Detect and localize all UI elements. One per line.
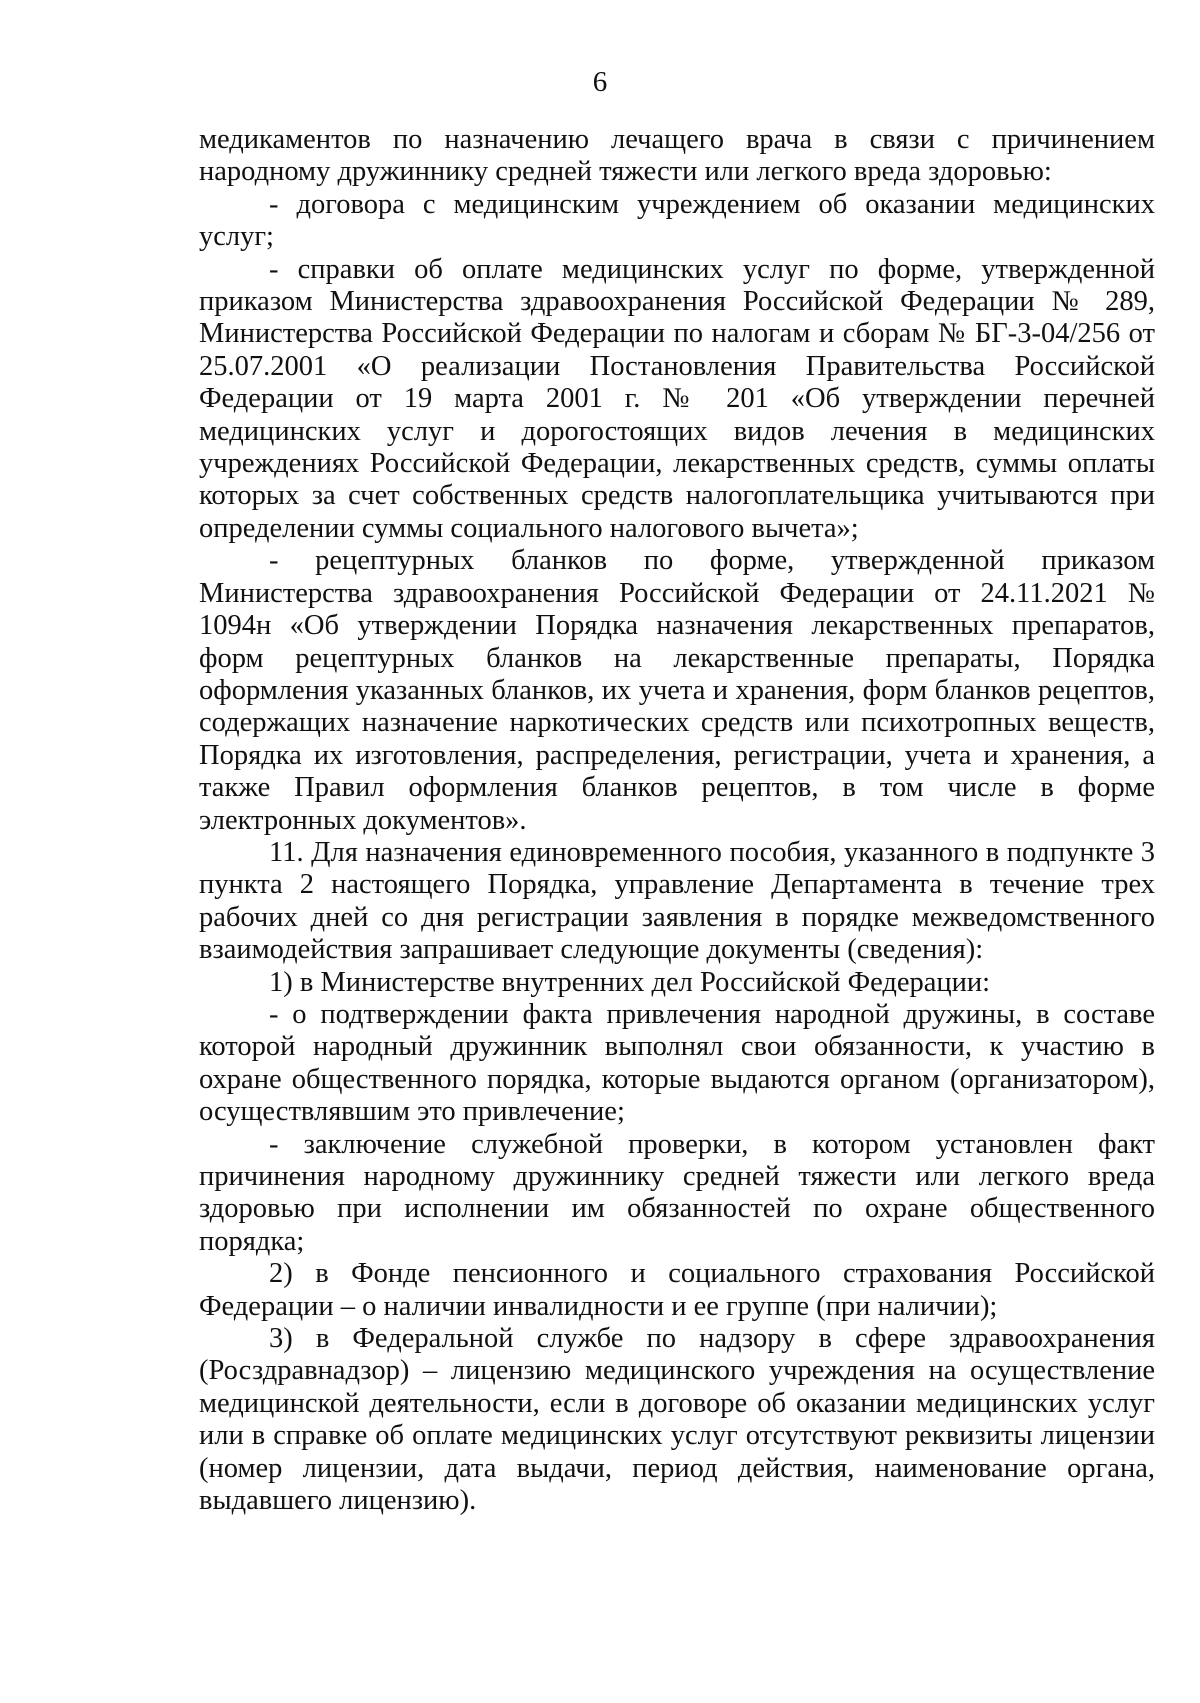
paragraph: медикаментов по назначению лечащего врача в связи с причинением народному дружиннику средней тяжести или легкого вреда здоровью: <box>199 124 1155 188</box>
paragraph: 11. Для назначения единовременного пособия, указанного в подпункте 3 пункта 2 настоящего Порядка, управление Департамента в течение трех рабочих дней со дня регистрации заявления в порядке межведомственного взаимодействия запрашивает следующие документы (сведения): <box>199 836 1155 966</box>
paragraph: 3) в Федеральной службе по надзору в сфере здравоохранения (Росздравнадзор) – лицензию медицинского учреждения на осуществление медицинской деятельности, если в договоре об оказании медицинских услуг или в справке об оплате медицинских услуг отсутствуют реквизиты лицензии (номер лицензии, дата выдачи, период действия, наименование органа, выдавшего лицензию). <box>199 1323 1155 1517</box>
paragraph: 1) в Министерстве внутренних дел Российской Федерации: <box>269 966 991 998</box>
document-body <box>199 124 1155 1517</box>
paragraph: - рецептурных бланков по форме, утвержденной приказом Министерства здравоохранения Российской Федерации от 24.11.2021 № 1094н «Об утверждении Порядка назначения лекарственных препаратов, форм рецептурных бланков на лекарственные препараты, Порядка оформления указанных бланков, их учета и хранения, форм бланков рецептов, содержащих назначение наркотических средств или психотропных веществ, Порядка их изготовления, распределения, регистрации, учета и хранения, а также Правил оформления бланков рецептов, в том числе в форме электронных документов». <box>199 545 1155 836</box>
paragraph: 2) в Фонде пенсионного и социального страхования Российской Федерации – о наличии инвалидности и ее группе (при наличии); <box>199 1258 1155 1322</box>
paragraph: - договора с медицинским учреждением об оказании медицинских услуг; <box>199 188 1155 253</box>
paragraph: - заключение служебной проверки, в котором установлен факт причинения народному дружиннику средней тяжести или легкого вреда здоровью при исполнении им обязанностей по охране общественного порядка; <box>199 1128 1155 1257</box>
page-number: 6 <box>592 66 608 98</box>
paragraph: - о подтверждении факта привлечения народной дружины, в составе которой народный дружинник выполнял свои обязанности, к участию в охране общественного порядка, которые выдаются органом (организатором), осуществлявшим это привлечение; <box>199 998 1155 1128</box>
paragraph: - справки об оплате медицинских услуг по форме, утвержденной приказом Министерства здравоохранения Российской Федерации № 289, Министерства Российской Федерации по налогам и сборам № БГ-3-04/256 от 25.07.2001 «О реализации Постановления Правительства Российской Федерации от 19 марта 2001 г. № 201 «Об утверждении перечней медицинских услуг и дорогостоящих видов лечения в медицинских учреждениях Российской Федерации, лекарственных средств, суммы оплаты которых за счет собственных средств налогоплательщика учитываются при определении суммы социального налогового вычета»; <box>199 253 1155 544</box>
